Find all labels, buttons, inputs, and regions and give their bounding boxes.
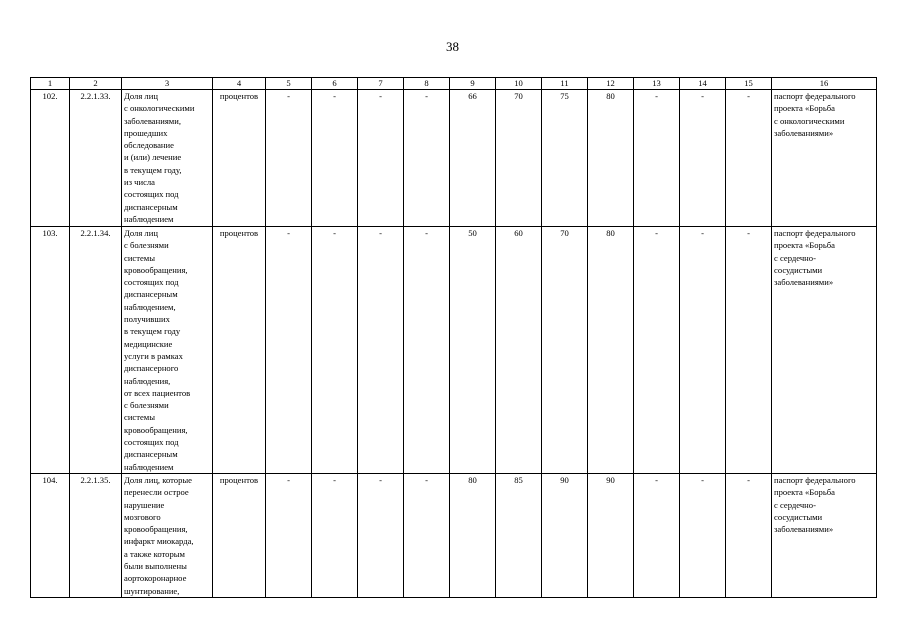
value-cell: 80 <box>588 90 634 227</box>
column-header: 5 <box>266 78 312 90</box>
row-number: 104. <box>31 473 70 597</box>
column-header: 11 <box>542 78 588 90</box>
value-cell: - <box>726 473 772 597</box>
indicator-name: Доля лиц с болезнями системы кровообращения, состоящих под диспансерным наблюдением, получивших в текущем году медицинские услуги в рамках диспансерного наблюдения, от всех пациентов с болезнями системы кровообращения, состоящих под диспансерным наблюдением <box>122 227 213 474</box>
value-cell: 85 <box>496 473 542 597</box>
row-number: 103. <box>31 227 70 474</box>
value-cell: 70 <box>542 227 588 474</box>
column-header: 6 <box>312 78 358 90</box>
value-cell: 60 <box>496 227 542 474</box>
row-number: 102. <box>31 90 70 227</box>
value-cell: 50 <box>450 227 496 474</box>
value-cell: 66 <box>450 90 496 227</box>
value-cell: - <box>726 227 772 474</box>
value-cell: 80 <box>450 473 496 597</box>
table-row <box>31 227 877 474</box>
value-cell: - <box>358 227 404 474</box>
value-cell: - <box>266 227 312 474</box>
indicator-code: 2.2.1.35. <box>70 473 122 597</box>
value-cell: 75 <box>542 90 588 227</box>
indicator-name: Доля лиц, которые перенесли острое нарушение мозгового кровообращения, инфаркт миокарда, а также которым были выполнены аортокоронарное шунтирование, <box>122 473 213 597</box>
column-header: 12 <box>588 78 634 90</box>
value-cell: - <box>634 473 680 597</box>
value-cell: - <box>404 227 450 474</box>
unit: процентов <box>213 473 266 597</box>
header-row <box>31 78 877 90</box>
value-cell: - <box>358 473 404 597</box>
column-header: 7 <box>358 78 404 90</box>
value-cell: 80 <box>588 227 634 474</box>
unit: процентов <box>213 90 266 227</box>
value-cell: - <box>726 90 772 227</box>
column-header: 2 <box>70 78 122 90</box>
column-header: 1 <box>31 78 70 90</box>
value-cell: - <box>266 90 312 227</box>
column-header: 8 <box>404 78 450 90</box>
table-row <box>31 473 877 597</box>
column-header: 10 <box>496 78 542 90</box>
value-cell: 70 <box>496 90 542 227</box>
unit: процентов <box>213 227 266 474</box>
column-header: 15 <box>726 78 772 90</box>
value-cell: - <box>634 90 680 227</box>
page-number: 38 <box>446 39 459 54</box>
source-cell: паспорт федерального проекта «Борьба с онкологическими заболеваниями» <box>772 90 877 227</box>
value-cell: 90 <box>588 473 634 597</box>
value-cell: - <box>358 90 404 227</box>
value-cell: - <box>312 227 358 474</box>
column-header: 3 <box>122 78 213 90</box>
indicator-code: 2.2.1.33. <box>70 90 122 227</box>
value-cell: - <box>312 90 358 227</box>
value-cell: - <box>634 227 680 474</box>
indicators-table <box>30 77 877 598</box>
value-cell: - <box>680 473 726 597</box>
indicator-code: 2.2.1.34. <box>70 227 122 474</box>
value-cell: 90 <box>542 473 588 597</box>
table-row <box>31 90 877 227</box>
column-header: 16 <box>772 78 877 90</box>
value-cell: - <box>680 227 726 474</box>
column-header: 13 <box>634 78 680 90</box>
value-cell: - <box>680 90 726 227</box>
source-cell: паспорт федерального проекта «Борьба с сердечно- сосудистыми заболеваниями» <box>772 473 877 597</box>
source-cell: паспорт федерального проекта «Борьба с сердечно- сосудистыми заболеваниями» <box>772 227 877 474</box>
column-header: 14 <box>680 78 726 90</box>
indicator-name: Доля лиц с онкологическими заболеваниями, прошедших обследование и (или) лечение в текущем году, из числа состоящих под диспансерным наблюдением <box>122 90 213 227</box>
value-cell: - <box>404 90 450 227</box>
value-cell: - <box>266 473 312 597</box>
value-cell: - <box>312 473 358 597</box>
column-header: 4 <box>213 78 266 90</box>
column-header: 9 <box>450 78 496 90</box>
value-cell: - <box>404 473 450 597</box>
